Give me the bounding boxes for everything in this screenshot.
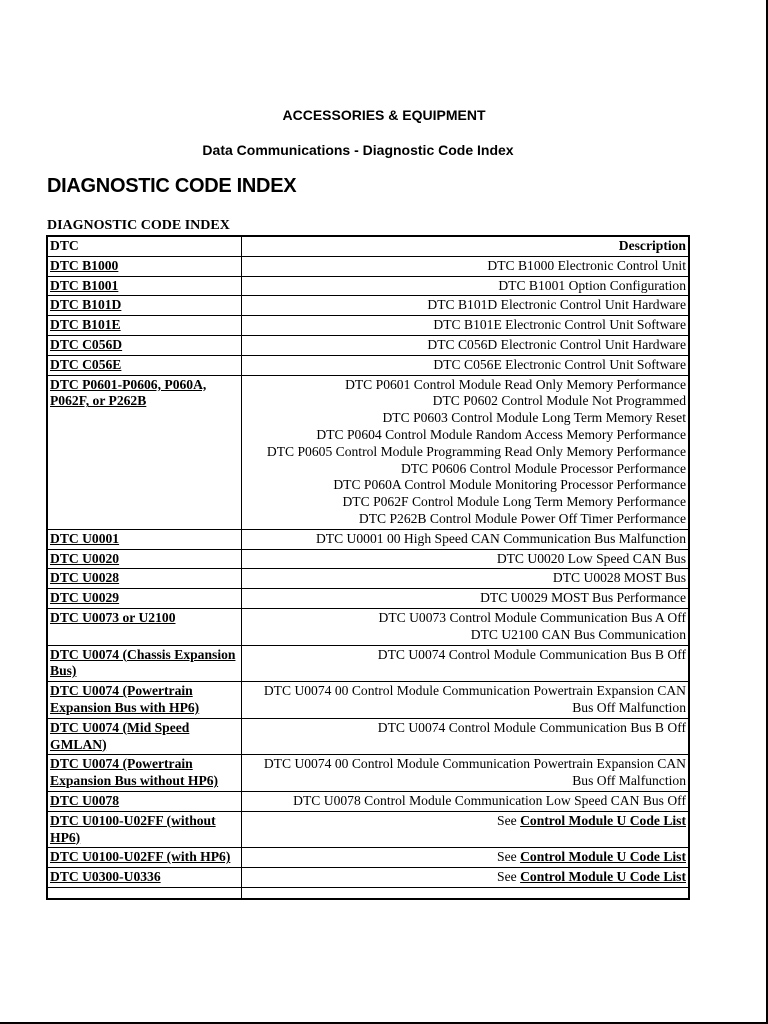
description-cell <box>242 549 690 569</box>
dtc-link[interactable]: DTC B1001 <box>50 277 119 293</box>
see-label: See <box>497 812 517 828</box>
dtc-cell <box>47 589 242 609</box>
dtc-cell <box>47 645 242 682</box>
table-row <box>47 608 689 645</box>
column-header-description: Description <box>242 236 690 256</box>
description-cell <box>242 335 690 355</box>
dtc-cell <box>47 569 242 589</box>
table-row <box>47 375 689 529</box>
description-text: DTC P0604 Control Module Random Access Memory Performance <box>316 426 686 442</box>
description-cell <box>242 296 690 316</box>
code-list-link[interactable]: Control Module U Code List <box>520 812 686 828</box>
description-cell <box>242 755 690 792</box>
dtc-cell <box>47 529 242 549</box>
code-list-link[interactable]: Control Module U Code List <box>520 849 686 865</box>
dtc-cell <box>47 296 242 316</box>
description-text: DTC P0605 Control Module Programming Read Only Memory Performance <box>266 443 686 459</box>
description-text: DTC B101E Electronic Control Unit Software <box>433 317 686 333</box>
description-text: DTC P0603 Control Module Long Term Memory Reset <box>382 410 686 426</box>
table-row <box>47 529 689 549</box>
description-text: DTC B1001 Option Configuration <box>498 277 686 293</box>
table-row <box>47 868 689 888</box>
dtc-link[interactable]: DTC P0601-P0606, P060A, P062F, or P262B <box>50 376 207 409</box>
description-cell <box>242 608 690 645</box>
description-cell <box>242 848 690 868</box>
description-cell <box>242 682 690 719</box>
table-header-row <box>47 236 689 256</box>
dtc-link[interactable]: DTC U0100-U02FF (with HP6) <box>50 849 231 865</box>
table-row <box>47 589 689 609</box>
description-text: DTC P060A Control Module Monitoring Processor Performance <box>333 477 686 493</box>
table-row <box>47 296 689 316</box>
dtc-cell <box>47 868 242 888</box>
description-text: DTC U0029 MOST Bus Performance <box>480 590 686 606</box>
description-text: DTC P0606 Control Module Processor Performance <box>400 460 686 476</box>
description-text: DTC U0074 Control Module Communication Bus B Off <box>377 719 686 735</box>
dtc-link[interactable]: DTC B101E <box>50 317 121 333</box>
dtc-cell <box>47 256 242 276</box>
empty-cell <box>47 887 242 899</box>
description-cell <box>242 276 690 296</box>
table-caption: DIAGNOSTIC CODE INDEX <box>47 218 230 233</box>
description-cell <box>242 316 690 336</box>
see-label: See <box>497 849 517 865</box>
description-text: DTC U2100 CAN Bus Communication <box>470 626 686 642</box>
page-title: DIAGNOSTIC CODE INDEX <box>47 175 297 197</box>
table-body <box>47 256 689 899</box>
table-row <box>47 755 689 792</box>
dtc-cell <box>47 755 242 792</box>
description-text: DTC B101D Electronic Control Unit Hardware <box>427 297 686 313</box>
dtc-cell <box>47 276 242 296</box>
description-text: DTC U0073 Control Module Communication Bus A Off <box>378 609 686 625</box>
dtc-link[interactable]: DTC U0020 <box>50 550 120 566</box>
description-text: DTC U0074 00 Control Module Communication Powertrain Expansion CAN Bus Off Malfunction <box>263 683 686 715</box>
description-text: DTC U0020 Low Speed CAN Bus <box>496 550 686 566</box>
section-header: ACCESSORIES & EQUIPMENT <box>282 107 486 123</box>
dtc-cell <box>47 549 242 569</box>
table-row <box>47 811 689 848</box>
code-list-link[interactable]: Control Module U Code List <box>520 869 686 885</box>
description-text: DTC U0074 Control Module Communication Bus B Off <box>377 646 686 662</box>
dtc-link[interactable]: DTC U0074 (Mid Speed GMLAN) <box>50 719 190 752</box>
diagnostic-code-table <box>46 235 690 900</box>
table-row <box>47 645 689 682</box>
table-row <box>47 276 689 296</box>
description-text: DTC U0001 00 High Speed CAN Communication Bus Malfunction <box>315 530 686 546</box>
dtc-link[interactable]: DTC U0100-U02FF (without HP6) <box>50 812 216 845</box>
dtc-cell <box>47 682 242 719</box>
description-cell <box>242 811 690 848</box>
description-text: DTC P262B Control Module Power Off Timer Performance <box>358 510 686 526</box>
dtc-cell <box>47 718 242 755</box>
dtc-link[interactable]: DTC C056D <box>50 336 123 352</box>
table-row <box>47 256 689 276</box>
description-text: DTC B1000 Electronic Control Unit <box>487 257 686 273</box>
dtc-link[interactable]: DTC U0001 <box>50 530 120 546</box>
see-label: See <box>497 869 517 885</box>
table-row <box>47 549 689 569</box>
dtc-cell <box>47 375 242 529</box>
table-row <box>47 848 689 868</box>
dtc-link[interactable]: DTC U0029 <box>50 590 120 606</box>
description-text: DTC C056D Electronic Control Unit Hardware <box>427 336 686 352</box>
description-text: DTC C056E Electronic Control Unit Software <box>433 356 686 372</box>
dtc-cell <box>47 335 242 355</box>
dtc-link[interactable]: DTC B101D <box>50 297 122 313</box>
description-cell <box>242 718 690 755</box>
dtc-link[interactable]: DTC U0300-U0336 <box>50 869 161 885</box>
table-row <box>47 355 689 375</box>
description-text: DTC U0028 MOST Bus <box>552 570 686 586</box>
table-row <box>47 335 689 355</box>
empty-cell <box>242 887 690 899</box>
description-cell <box>242 256 690 276</box>
description-text: DTC U0074 00 Control Module Communication Powertrain Expansion CAN Bus Off Malfunction <box>263 756 686 789</box>
description-cell <box>242 868 690 888</box>
table-row-empty <box>47 887 689 899</box>
description-cell <box>242 645 690 682</box>
description-cell <box>242 791 690 811</box>
description-text: DTC P0602 Control Module Not Programmed <box>432 393 686 409</box>
table-row <box>47 316 689 336</box>
table-row <box>47 682 689 719</box>
table-row <box>47 718 689 755</box>
description-text: DTC P062F Control Module Long Term Memory Performance <box>342 494 686 510</box>
description-cell <box>242 569 690 589</box>
column-header-dtc: DTC <box>47 236 242 256</box>
description-cell <box>242 355 690 375</box>
dtc-link[interactable]: DTC U0078 <box>50 792 120 808</box>
dtc-cell <box>47 848 242 868</box>
dtc-link[interactable]: DTC U0028 <box>50 570 120 586</box>
description-text: DTC U0078 Control Module Communication Low Speed CAN Bus Off <box>293 792 686 808</box>
dtc-cell <box>47 811 242 848</box>
dtc-link[interactable]: DTC C056E <box>50 356 122 372</box>
dtc-cell <box>47 608 242 645</box>
dtc-cell <box>47 316 242 336</box>
table-row <box>47 569 689 589</box>
description-cell <box>242 529 690 549</box>
dtc-cell <box>47 791 242 811</box>
table-row <box>47 791 689 811</box>
dtc-link[interactable]: DTC U0074 (Chassis Expansion Bus) <box>50 646 236 679</box>
dtc-link[interactable]: DTC U0074 (Powertrain Expansion Bus with HP6) <box>50 683 200 715</box>
dtc-cell <box>47 355 242 375</box>
description-cell <box>242 589 690 609</box>
description-cell <box>242 375 690 529</box>
dtc-link[interactable]: DTC U0073 or U2100 <box>50 609 176 625</box>
dtc-link[interactable]: DTC U0074 (Powertrain Expansion Bus without HP6) <box>50 756 219 789</box>
subsection-header: Data Communications - Diagnostic Code Index <box>202 142 514 158</box>
dtc-link[interactable]: DTC B1000 <box>50 257 119 273</box>
description-text: DTC P0601 Control Module Read Only Memory Performance <box>345 376 686 392</box>
